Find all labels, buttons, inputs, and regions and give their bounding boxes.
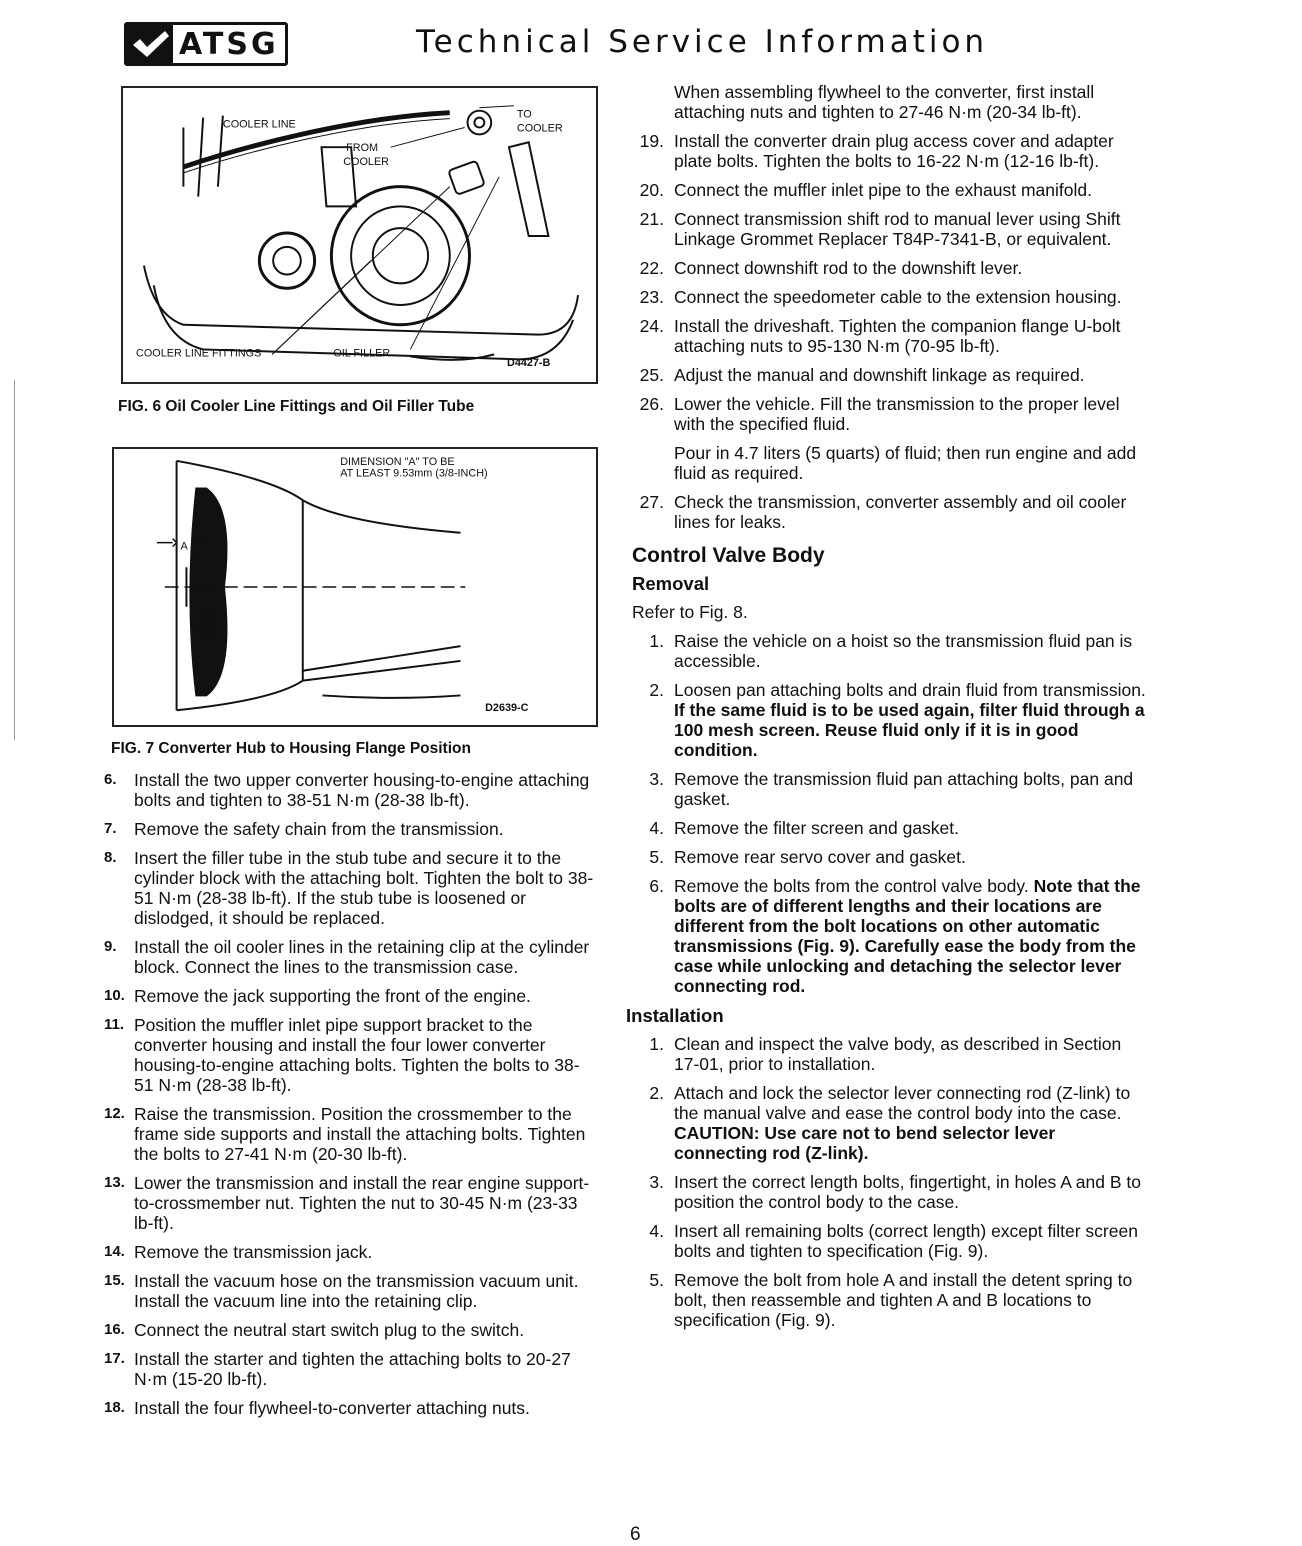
list-item xyxy=(104,1320,594,1340)
step-number: 1. xyxy=(649,1034,664,1054)
step-number: 15. xyxy=(104,1272,125,1289)
step-text-plain: Remove the filter screen and gasket. xyxy=(674,818,960,838)
step-number: 16. xyxy=(104,1321,125,1338)
list-item xyxy=(104,770,594,810)
section-title: Control Valve Body xyxy=(632,544,825,567)
step-number: 2. xyxy=(649,680,664,700)
step-text-plain: Lower the vehicle. Fill the transmission to the proper level with the specified fluid. xyxy=(674,394,1120,434)
label-cooler-line: COOLER LINE xyxy=(222,118,296,131)
list-item xyxy=(626,680,1146,760)
step-number: 9. xyxy=(104,938,117,955)
label-to-cooler-2: COOLER xyxy=(516,122,563,135)
step-text xyxy=(134,1271,594,1311)
step-text xyxy=(674,847,1146,867)
step-number: 12. xyxy=(104,1105,125,1122)
step-text xyxy=(674,631,1146,671)
step-text-plain: Raise the transmission. Position the crossmember to the frame side supports and install the attaching bolts. Tighten the bolts to 27-41 N·m (20-30 lb-ft). xyxy=(134,1104,586,1164)
list-item xyxy=(626,1172,1146,1212)
step-text-plain: Connect the muffler inlet pipe to the exhaust manifold. xyxy=(674,180,1092,200)
step-number: 2. xyxy=(649,1083,664,1103)
step-text-plain: Install the driveshaft. Tighten the companion flange U-bolt attaching nuts to 95-130 N·m (70-95 lb-ft). xyxy=(674,316,1121,356)
step-text-plain: Lower the transmission and install the rear engine support- to-crossmember nut. Tighten the nut to 30-45 N·m (23-33 lb-ft). xyxy=(134,1173,590,1233)
list-item xyxy=(626,876,1146,996)
oil-cooler-drawing xyxy=(123,88,596,382)
step-text-plain: Adjust the manual and downshift linkage as required. xyxy=(674,365,1085,385)
step-number: 10. xyxy=(104,987,125,1004)
list-item xyxy=(104,986,594,1006)
list-item xyxy=(626,258,1146,278)
list-item xyxy=(104,1104,594,1164)
step-text xyxy=(674,818,1146,838)
figure-6-caption: FIG. 6 Oil Cooler Line Fittings and Oil Filler Tube xyxy=(118,398,475,415)
step-text xyxy=(134,1242,594,1262)
list-item xyxy=(626,394,1146,434)
step-text xyxy=(134,1015,594,1095)
list-item xyxy=(626,631,1146,671)
step-number: 5. xyxy=(649,1270,664,1290)
step-text-plain: Insert all remaining bolts (correct length) except filter screen bolts and tighten to specification (Fig. 9). xyxy=(674,1221,1138,1261)
step-text-plain: Attach and lock the selector lever connecting rod (Z-link) to the manual valve and ease the control body into the case. xyxy=(674,1083,1131,1123)
list-item xyxy=(104,1015,594,1095)
step-bold-note: CAUTION: Use care not to bend selector lever connecting rod (Z-link). xyxy=(674,1123,1056,1163)
step-text xyxy=(134,1173,594,1233)
list-item xyxy=(104,848,594,928)
list-item xyxy=(104,1349,594,1389)
step-text xyxy=(674,1034,1146,1074)
flywheel-intro: When assembling flywheel to the converter, first install attaching nuts and tighten to 27-46 N·m (20-34 lb-ft). xyxy=(674,82,1095,122)
installation-step-list xyxy=(626,1034,1146,1330)
step-26-note: Pour in 4.7 liters (5 quarts) of fluid; then run engine and add fluid as required. xyxy=(674,443,1137,483)
step-number: 1. xyxy=(649,631,664,651)
step-number: 3. xyxy=(649,769,664,789)
step-text-plain: Connect transmission shift rod to manual lever using Shift Linkage Grommet Replacer T84P-7341-B, or equivalent. xyxy=(674,209,1121,249)
margin-rule xyxy=(14,380,15,740)
label-from-cooler-2: COOLER xyxy=(343,155,390,168)
figure-6-code: D4427-B xyxy=(506,357,551,370)
page-title: Technical Service Information xyxy=(416,24,989,60)
step-number: 8. xyxy=(104,849,117,866)
step-number: 17. xyxy=(104,1350,125,1367)
list-item xyxy=(626,287,1146,307)
list-item xyxy=(626,847,1146,867)
step-number: 11. xyxy=(104,1016,125,1033)
label-dimension-1: DIMENSION "A" TO BE xyxy=(340,455,455,468)
step-number: 19. xyxy=(639,131,664,151)
step-text-plain: Install the two upper converter housing-to-engine attaching bolts and tighten to 38-51 N·m (28-38 lb-ft). xyxy=(134,770,590,810)
figure-7-caption: FIG. 7 Converter Hub to Housing Flange Position xyxy=(111,740,471,757)
step-number: 26. xyxy=(639,394,664,414)
step-text-plain: Install the vacuum hose on the transmission vacuum unit. Install the vacuum line into the retaining clip. xyxy=(134,1271,579,1311)
step-text-plain: Insert the correct length bolts, fingertight, in holes A and B to position the control body to the case. xyxy=(674,1172,1141,1212)
list-item xyxy=(626,1270,1146,1330)
step-number: 14. xyxy=(104,1243,125,1260)
step-number: 27. xyxy=(639,492,664,512)
step-text xyxy=(674,876,1146,996)
list-item xyxy=(626,1034,1146,1074)
step-text xyxy=(674,680,1146,760)
removal-heading: Removal xyxy=(632,573,710,594)
list-item xyxy=(626,180,1146,200)
step-text xyxy=(674,258,1146,278)
step-text: Check the transmission, converter assembly and oil cooler lines for leaks. xyxy=(674,492,1127,532)
label-dimension-2: AT LEAST 9.53mm (3/8-INCH) xyxy=(340,467,488,480)
step-text xyxy=(674,1083,1146,1163)
step-text xyxy=(134,770,594,810)
step-text-plain: Install the four flywheel-to-converter attaching nuts. xyxy=(134,1398,530,1418)
step-number: 5. xyxy=(649,847,664,867)
step-text xyxy=(674,209,1146,249)
step-number: 6. xyxy=(104,771,117,788)
step-text xyxy=(134,1320,594,1340)
removal-step-list xyxy=(626,631,1146,996)
step-text-plain: Remove the transmission jack. xyxy=(134,1242,373,1262)
step-text-plain: Connect downshift rod to the downshift lever. xyxy=(674,258,1023,278)
right-step-list xyxy=(626,131,1146,434)
step-text xyxy=(134,986,594,1006)
pan-outline xyxy=(144,266,578,335)
step-text xyxy=(674,1221,1146,1261)
step-text-plain: Remove the jack supporting the front of the engine. xyxy=(134,986,531,1006)
list-item xyxy=(104,819,594,839)
step-bold-note: Note that the bolts are of different lengths and their locations are different from the bolt locations on other automatic transmissions (Fig. 9). Carefully ease the body from the case while unlocking and detaching the selector lever connecting rod. xyxy=(674,876,1141,996)
installation-heading: Installation xyxy=(626,1005,724,1026)
step-number: 20. xyxy=(639,180,664,200)
page-number: 6 xyxy=(630,1524,641,1545)
list-item xyxy=(104,1242,594,1262)
label-from-cooler-1: FROM xyxy=(346,142,379,155)
left-column-steps xyxy=(104,770,594,1427)
step-text-plain: Loosen pan attaching bolts and drain fluid from transmission. xyxy=(674,680,1146,700)
step-text-plain: Connect the speedometer cable to the extension housing. xyxy=(674,287,1122,307)
step-text xyxy=(674,180,1146,200)
step-text xyxy=(134,937,594,977)
step-number: 22. xyxy=(639,258,664,278)
step-text-plain: Remove the transmission fluid pan attaching bolts, pan and gasket. xyxy=(674,769,1134,809)
list-item xyxy=(626,492,1146,532)
figure-6-diagram xyxy=(121,86,598,384)
step-text xyxy=(134,848,594,928)
step-bold-note: If the same fluid is to be used again, filter fluid through a 100 mesh screen. Reuse fluid only if it is in good condition. xyxy=(674,700,1145,760)
step-number: 23. xyxy=(639,287,664,307)
step-text xyxy=(674,365,1146,385)
list-item xyxy=(104,1271,594,1311)
step-text xyxy=(674,769,1146,809)
step-text xyxy=(134,1398,594,1418)
step-text xyxy=(134,819,594,839)
list-item xyxy=(626,1221,1146,1261)
step-number: 6. xyxy=(649,876,664,896)
step-number: 4. xyxy=(649,818,664,838)
step-text-plain: Install the oil cooler lines in the retaining clip at the cylinder block. Connect the lines to the transmission case. xyxy=(134,937,590,977)
step-text-plain: Connect the neutral start switch plug to the switch. xyxy=(134,1320,525,1340)
step-text xyxy=(674,131,1146,171)
step-number: 4. xyxy=(649,1221,664,1241)
step-text-plain: Raise the vehicle on a hoist so the transmission fluid pan is accessible. xyxy=(674,631,1133,671)
step-number: 25. xyxy=(639,365,664,385)
step-text-plain: Remove the safety chain from the transmission. xyxy=(134,819,504,839)
step-text xyxy=(674,316,1146,356)
list-item xyxy=(626,365,1146,385)
checkmark-logo-icon xyxy=(127,25,173,63)
step-text-plain: Remove rear servo cover and gasket. xyxy=(674,847,966,867)
step-text xyxy=(674,287,1146,307)
list-item xyxy=(626,316,1146,356)
list-item xyxy=(626,131,1146,171)
step-text-plain: Remove the bolts from the control valve body. xyxy=(674,876,1029,896)
label-oil-filler: OIL FILLER xyxy=(333,347,391,360)
step-text xyxy=(674,1172,1146,1212)
step-text-plain: Position the muffler inlet pipe support bracket to the converter housing and install the four lower converter housing-to-engine attaching bolts. Tighten the bolts to 38-51 N·m (28-38 lb-ft). xyxy=(134,1015,580,1095)
step-text-plain: Remove the bolt from hole A and install the detent spring to bolt, then reassemble and tighten A and B locations to specification (Fig. 9). xyxy=(674,1270,1133,1330)
step-text xyxy=(674,1270,1146,1330)
logo-text: ATSG xyxy=(179,26,279,62)
label-to-cooler-1: TO xyxy=(516,108,532,121)
step-text xyxy=(674,394,1146,434)
step-number: 21. xyxy=(639,209,664,229)
left-step-list xyxy=(104,770,594,1418)
step-text-plain: Install the converter drain plug access cover and adapter plate bolts. Tighten the bolts to 16-22 N·m (12-16 lb-ft). xyxy=(674,131,1114,171)
step-number: 24. xyxy=(639,316,664,336)
step-text xyxy=(134,1349,594,1389)
step-number: 18. xyxy=(104,1399,125,1416)
list-item xyxy=(104,1398,594,1418)
step-text-plain: Clean and inspect the valve body, as described in Section 17-01, prior to installation. xyxy=(674,1034,1122,1074)
list-item xyxy=(626,769,1146,809)
list-item xyxy=(626,818,1146,838)
figure-7-code: D2639-C xyxy=(485,702,529,715)
figure-7-diagram xyxy=(112,447,598,727)
list-item xyxy=(104,937,594,977)
right-column xyxy=(626,82,1146,1339)
list-item xyxy=(104,1173,594,1233)
step-number: 13. xyxy=(104,1174,125,1191)
step-text xyxy=(134,1104,594,1164)
atsg-logo xyxy=(124,22,288,66)
list-item xyxy=(626,1083,1146,1163)
list-item xyxy=(626,209,1146,249)
step-number: 7. xyxy=(104,820,117,837)
converter-hub-drawing xyxy=(114,449,596,725)
step-text-plain: Insert the filler tube in the stub tube and secure it to the cylinder block with the attaching bolt. Tighten the bolt to 38-51 N·m (28-38 lb-ft). If the stub tube is loosened or dislodged, it should be replaced. xyxy=(134,848,594,928)
label-cooler-line-fittings: COOLER LINE FITTINGS xyxy=(136,347,262,360)
step-number: 3. xyxy=(649,1172,664,1192)
step-text-plain: Install the starter and tighten the attaching bolts to 20-27 N·m (15-20 lb-ft). xyxy=(134,1349,571,1389)
label-dimension-a: A xyxy=(180,540,188,553)
removal-refer: Refer to Fig. 8. xyxy=(632,602,748,622)
